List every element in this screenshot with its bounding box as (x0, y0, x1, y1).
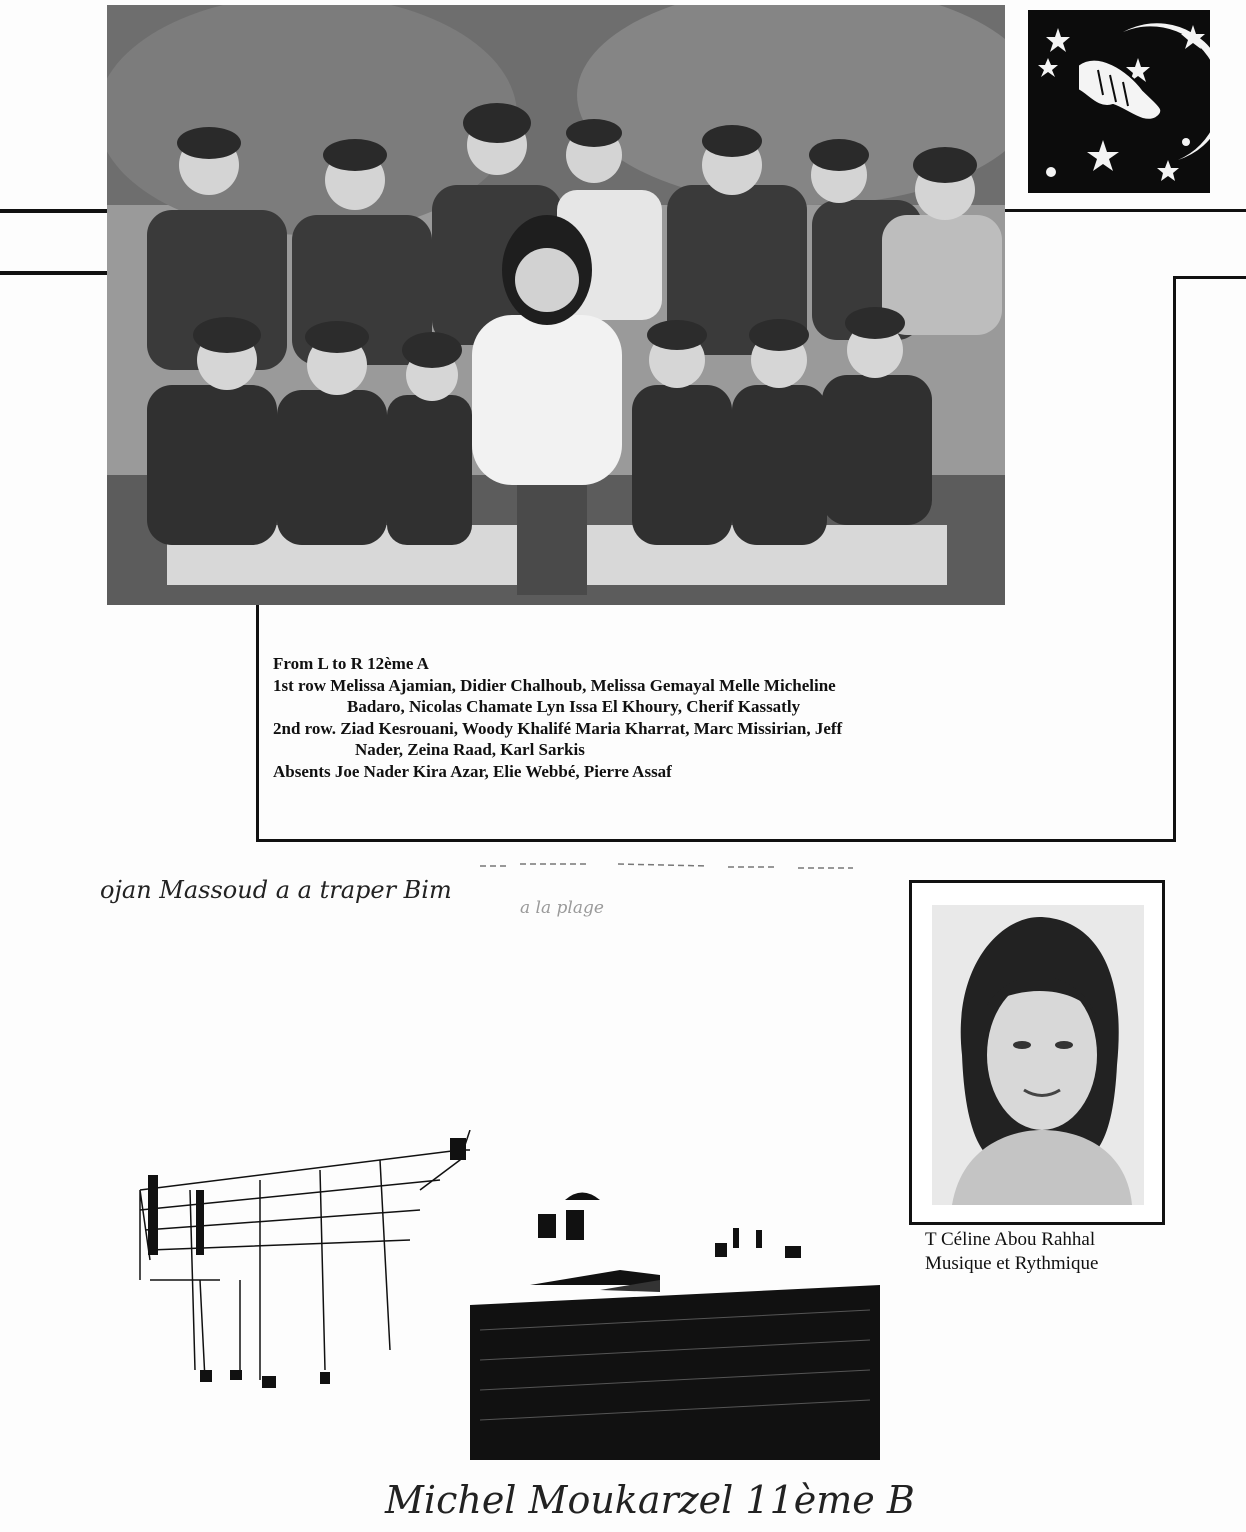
teacher-portrait-photo (932, 905, 1144, 1205)
child-drawing (120, 1130, 890, 1480)
drawing-caption-handwritten: ojan Massoud a a traper Bim (100, 876, 452, 904)
caption-absents: Absents Joe Nader Kira Azar, Elie Webbé, Pierre Assaf (273, 761, 672, 781)
faint-scribble (478, 858, 858, 885)
rule-right-vertical (1173, 276, 1176, 606)
caption-heading: From L to R 12ème A (273, 654, 429, 673)
rule-right-low (1173, 276, 1246, 279)
artist-signature: Michel Moukarzel 11ème B (385, 1478, 915, 1522)
class-caption-box (256, 605, 1176, 842)
teacher-caption (925, 1228, 1098, 1276)
caption-first-row-cont: Badaro, Nicolas Chamate Lyn Issa El Khoury, Cherif Kassatly (347, 697, 801, 716)
class-photo (107, 5, 1005, 605)
class-caption (273, 653, 842, 782)
moon-tiger-emblem (1028, 10, 1210, 193)
drawing-caption-faint: a la plage (520, 898, 604, 918)
teacher-name: T Céline Abou Rahhal (925, 1229, 1096, 1250)
caption-second-row-cont: Nader, Zeina Raad, Karl Sarkis (355, 740, 585, 759)
caption-first-row: 1st row Melissa Ajamian, Didier Chalhoub, Melissa Gemayal Melle Micheline (273, 675, 836, 695)
caption-second-row: 2nd row. Ziad Kesrouani, Woody Khalifé Maria Kharrat, Marc Missirian, Jeff (273, 718, 843, 738)
teacher-portrait-frame (909, 880, 1165, 1225)
teacher-subject: Musique et Rythmique (925, 1253, 1099, 1274)
rule-left-bottom (0, 271, 107, 275)
rule-left-top (0, 209, 107, 213)
rule-right-mid (1005, 209, 1246, 212)
